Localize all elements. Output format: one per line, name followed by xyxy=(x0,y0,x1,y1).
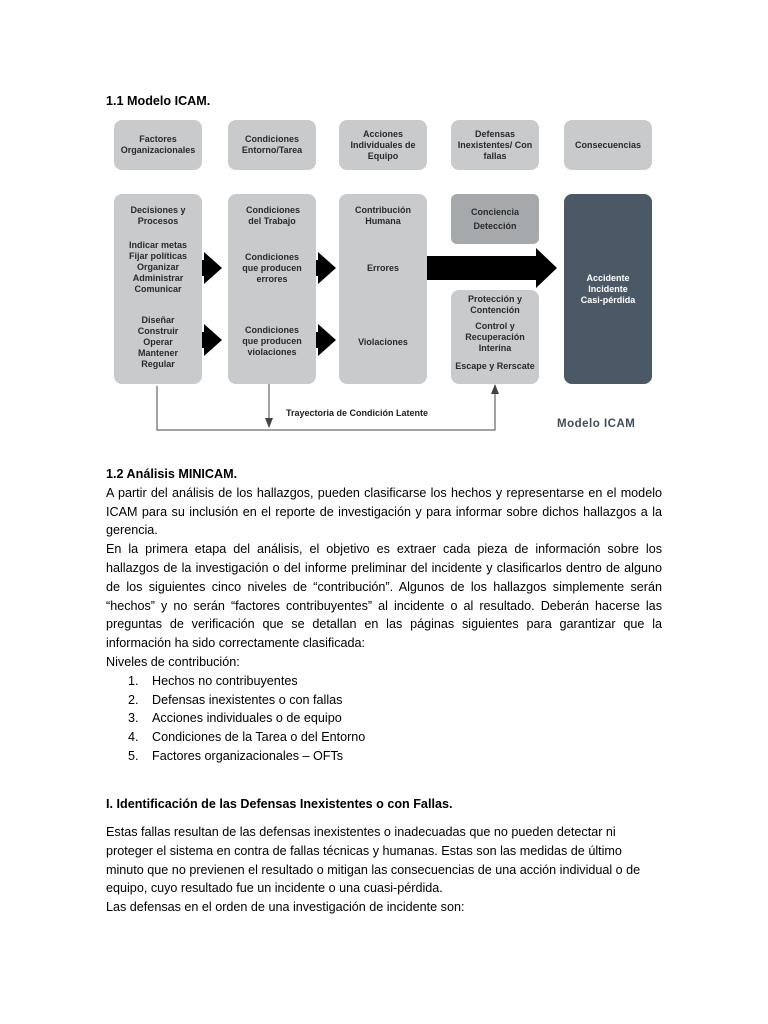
protection-title: Protección y Contención xyxy=(467,294,523,315)
task-conditions-box xyxy=(228,194,316,384)
latent-path-up-arrowhead xyxy=(491,384,499,394)
org-item: Organizar xyxy=(136,262,179,272)
defences-closing: Las defensas en el orden de una investigación de incidente son: xyxy=(106,900,465,915)
protection-containment-box xyxy=(451,290,539,384)
minicam-paragraph-1: A partir del análisis de los hallazgos, pueden clasificarse los hechos y representarse en el modelo ICAM para su inclusión en el reporte de investigación y para informar sobre dichos hallazgos a la gerencia. xyxy=(106,485,662,538)
list-item xyxy=(106,691,662,710)
org-item: Administrar xyxy=(132,273,184,283)
list-item xyxy=(106,672,662,691)
errors-label: Errores xyxy=(366,263,400,273)
model-icam-label: Modelo ICAM xyxy=(557,418,636,430)
consequences-box xyxy=(564,194,652,384)
list-number: 3. xyxy=(128,711,139,726)
list-text: Defensas inexistentes o con fallas xyxy=(152,692,343,707)
accident-label: Accidente xyxy=(586,272,630,283)
awareness-label: Conciencia xyxy=(470,206,519,217)
section-title-icam: 1.1 Modelo ICAM. xyxy=(106,94,211,108)
levels-title: Niveles de contribución: xyxy=(106,654,240,669)
org-item: Regular xyxy=(141,359,175,369)
task-work-conditions: Condiciones del Trabajo xyxy=(246,205,301,226)
awareness-detection-box xyxy=(451,194,539,244)
list-item xyxy=(106,728,662,747)
contribution-levels-list xyxy=(106,672,662,766)
list-text: Acciones individuales o de equipo xyxy=(152,711,342,726)
defences-paragraph: Estas fallas resultan de las defensas inexistentes o inadecuadas que no pueden detectar ni proteger el sistema en contra de fallas técnicas y humanas. Estas son las medidas de último minuto que no previenen el resultado o mitigan las consecuencias de una acción individual o de equipo, cuyo resultado fue un incidente o una cuasi-pérdida. xyxy=(106,825,641,896)
task-error-conditions: Condiciones que producen errores xyxy=(242,252,302,284)
org-item: Comunicar xyxy=(134,284,182,294)
incident-label: Incidente xyxy=(588,283,628,294)
header-individual-actions: Acciones Individuales de Equipo xyxy=(339,120,427,170)
human-contribution-label: Contribución Humana xyxy=(355,205,411,226)
escape-rescue-label: Escape y Rerscate xyxy=(455,361,535,371)
list-text: Condiciones de la Tarea o del Entorno xyxy=(152,730,366,745)
org-item: Construir xyxy=(137,326,179,336)
org-item: Diseñar xyxy=(141,315,175,325)
list-number: 2. xyxy=(128,692,139,707)
list-text: Hechos no contribuyentes xyxy=(152,673,298,688)
list-number: 1. xyxy=(128,673,139,688)
list-number: 5. xyxy=(128,748,139,763)
org-item: Operar xyxy=(143,337,173,347)
icam-model-diagram xyxy=(106,112,668,440)
violations-label: Violaciones xyxy=(358,337,408,347)
section-title-minicam: 1.2 Análisis MINICAM. xyxy=(106,467,238,481)
list-number: 4. xyxy=(128,730,139,745)
latent-path-caption: Trayectoria de Condición Latente xyxy=(286,408,429,418)
header-absent-defences: Defensas Inexistentes/ Con fallas xyxy=(451,120,539,170)
org-item: Indicar metas xyxy=(128,240,188,250)
list-item xyxy=(106,709,662,728)
section-defences-body xyxy=(106,823,662,917)
list-item xyxy=(106,747,662,766)
near-miss-label: Casi-pérdida xyxy=(580,294,636,305)
org-item: Mantener xyxy=(137,348,178,358)
task-violation-conditions: Condiciones que producen violaciones xyxy=(242,325,302,357)
arrow-errors-to-consequences xyxy=(424,248,557,288)
org-operations-list xyxy=(114,315,202,370)
section-title-defences: I. Identificación de las Defensas Inexistentes o con Fallas. xyxy=(106,797,453,811)
org-management-list xyxy=(114,240,202,295)
latent-path-down-arrowhead xyxy=(265,418,273,428)
org-decisions-label: Decisiones y Procesos xyxy=(130,205,186,226)
header-consequences: Consecuencias xyxy=(564,120,652,170)
header-organizational-factors: Factores Organizacionales xyxy=(114,120,202,170)
detection-label: Detección xyxy=(473,220,517,231)
header-task-conditions: Condiciones Entorno/Tarea xyxy=(228,120,316,170)
individual-actions-box xyxy=(339,194,427,384)
org-item: Fijar políticas xyxy=(128,251,188,261)
section-minicam xyxy=(106,465,662,766)
organizational-factors-box xyxy=(114,194,202,384)
minicam-paragraph-2: En la primera etapa del análisis, el objetivo es extraer cada pieza de información sobre los hallazgos de la investigación o del informe preliminar del incidente y clasificarlos dentro de alguno de los siguientes cinco niveles de “contribución”. Algunos de los hallazgos simplemente serán “hechos” y no serán “factores contribuyentes” al incidente o al resultado. Deberán hacerse las preguntas de verificación que se detallan en las páginas siguientes para garantizar que la información ha sido correctamente clasificada: xyxy=(106,542,662,651)
list-text: Factores organizacionales – OFTs xyxy=(152,748,344,763)
control-recovery-label: Control y Recuperación Interina xyxy=(465,321,525,353)
